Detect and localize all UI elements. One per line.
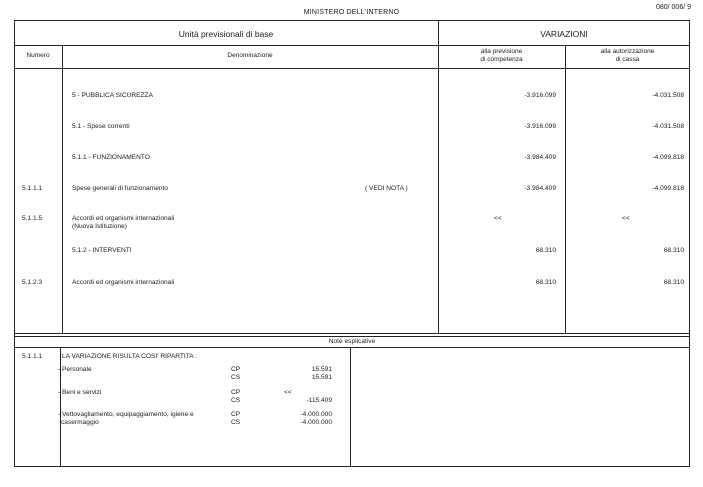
row-competenza: 68.310 xyxy=(535,279,556,286)
rule-variazioni-col xyxy=(438,20,439,333)
row-competenza: -3.916.099 xyxy=(524,92,556,99)
denominazione-header: Denominazione xyxy=(227,52,273,59)
row-numero: 5.1.1.1 xyxy=(22,185,43,192)
competenza-header-line2: di competenza xyxy=(480,56,523,63)
document-code: 080/ 006/ 9 xyxy=(655,4,691,11)
note-cp-label: CP xyxy=(231,411,241,418)
row-cassa: -4.031.508 xyxy=(652,123,684,130)
rule-notes-split xyxy=(350,347,351,467)
cassa-header xyxy=(565,48,690,64)
variazioni-heading: VARIAZIONI xyxy=(540,29,588,39)
row-denominazione: Spese generali di funzionamento xyxy=(72,185,169,192)
row-competenza: -3.984.409 xyxy=(524,154,556,161)
competenza-header xyxy=(438,48,565,64)
row-numero: 5.1.2.3 xyxy=(22,279,43,286)
note-cp-label: CP xyxy=(231,389,241,396)
note-item-label xyxy=(58,411,194,427)
note-cp-value: << xyxy=(284,389,292,396)
rule-header-bottom xyxy=(14,68,690,69)
note-item-label-line1: - Vettovagliamento, equipaggiamento, igiene e xyxy=(58,411,194,418)
note-item-label: - Personale xyxy=(58,366,92,373)
unita-heading: Unità previsionali di base xyxy=(178,29,274,39)
row-denominazione: 5.1 - Spese correnti xyxy=(72,123,130,130)
row-denominazione xyxy=(72,215,174,231)
rule-notes-title xyxy=(14,347,690,348)
row-denominazione: Accordi ed organismi internazionali xyxy=(72,279,175,286)
rule-notes-numero-col xyxy=(60,347,61,467)
row-note-ref: ( VEDI NOTA ) xyxy=(365,185,408,192)
note-cs-label: CS xyxy=(231,419,241,426)
row-denominazione-line1: Accordi ed organismi internazionali xyxy=(72,215,175,222)
rule-numero-col xyxy=(62,45,63,333)
row-denominazione: 5.1.2 - INTERVENTI xyxy=(72,247,132,254)
row-denominazione: 5.1.1 - FUNZIONAMENTO xyxy=(72,154,150,161)
note-cs-value: -4.000.000 xyxy=(300,419,332,426)
rule-table-bottom-double xyxy=(14,336,690,337)
ministry-title: MINISTERO DELL'INTERNO xyxy=(303,9,400,16)
row-competenza: 68.310 xyxy=(535,247,556,254)
note-cp-value: -4.000.000 xyxy=(300,411,332,418)
note-cp-label: CP xyxy=(231,366,241,373)
cassa-header-line1: alla autorizzazione xyxy=(600,48,655,55)
row-denominazione-line2: (Nuova Istituzione) xyxy=(72,223,127,230)
numero-header: Numero xyxy=(26,52,50,59)
note-item-label-line2: casermaggio xyxy=(61,419,99,426)
row-cassa: 68.310 xyxy=(663,247,684,254)
notes-heading: LA VARIAZIONE RISULTA COSI' RIPARTITA : xyxy=(62,353,197,360)
document-frame xyxy=(14,20,690,467)
row-competenza: -3.916.099 xyxy=(524,123,556,130)
row-cassa: 68.310 xyxy=(663,279,684,286)
row-competenza: -3.984.409 xyxy=(524,185,556,192)
rule-header-top xyxy=(14,45,690,46)
note-cs-value: -115.409 xyxy=(306,397,332,404)
row-cassa: -4.099.818 xyxy=(652,185,684,192)
note-cs-label: CS xyxy=(231,397,241,404)
row-denominazione: 5 - PUBBLICA SICUREZZA xyxy=(72,92,153,99)
cassa-header-line2: di cassa xyxy=(615,56,640,63)
note-cs-label: CS xyxy=(231,374,241,381)
notes-title: Note esplicative xyxy=(328,338,376,345)
row-numero: 5.1.1.5 xyxy=(22,215,43,222)
notes-numero: 5.1.1.1 xyxy=(22,353,43,360)
rule-table-bottom xyxy=(14,333,690,334)
row-cassa: -4.031.508 xyxy=(652,92,684,99)
note-cp-value: 15.591 xyxy=(311,366,332,373)
competenza-header-line1: alla previsione xyxy=(480,48,523,55)
row-cassa: << xyxy=(622,215,630,222)
row-cassa: -4.099.818 xyxy=(652,154,684,161)
rule-cassa-col xyxy=(565,45,566,333)
note-cs-value: 15.591 xyxy=(311,374,332,381)
row-competenza: << xyxy=(494,215,502,222)
note-item-label: - Beni e servizi xyxy=(58,389,102,396)
